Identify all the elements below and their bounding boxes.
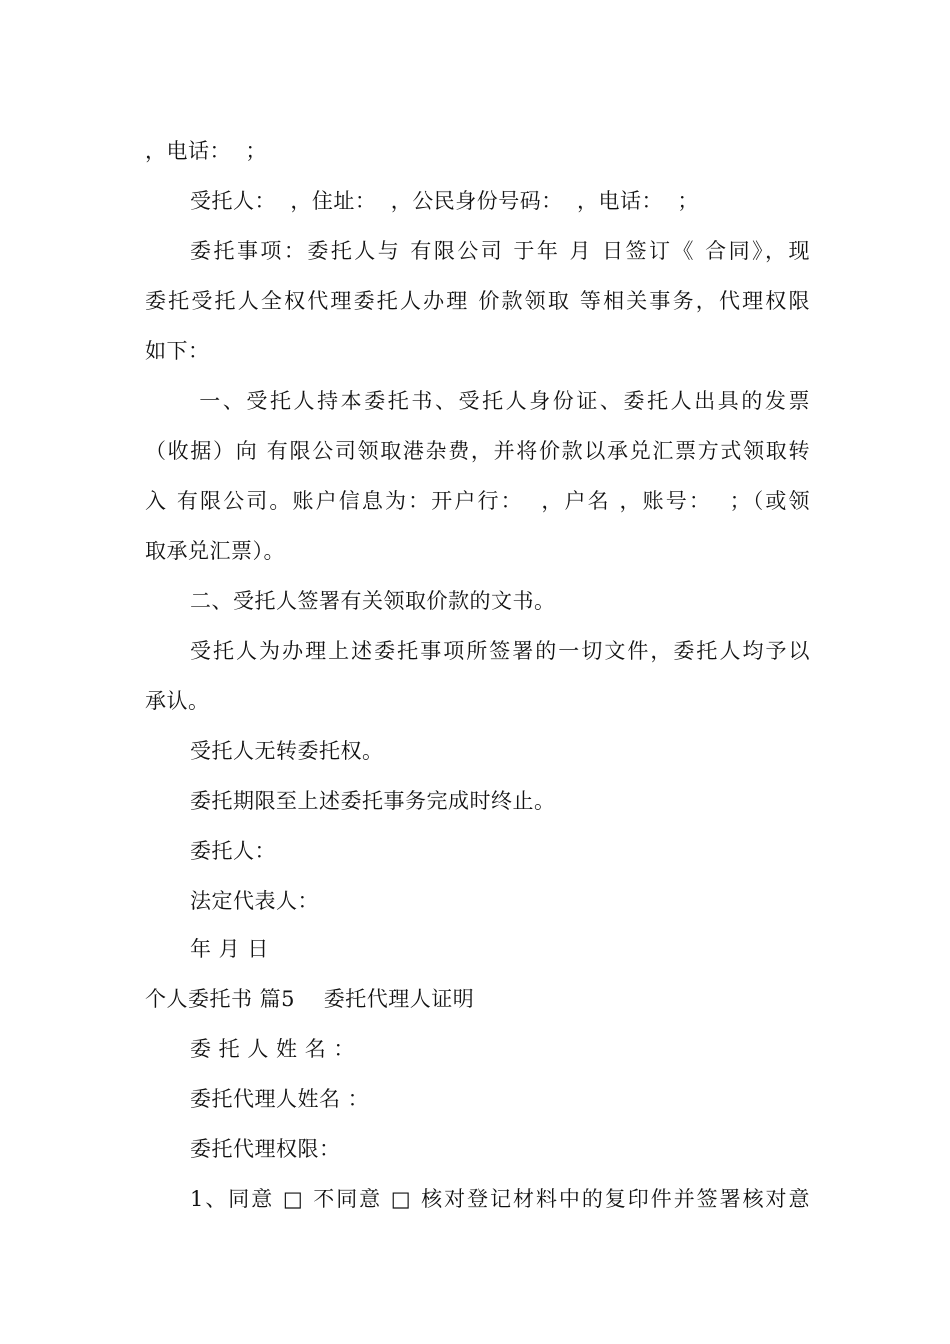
- text-line-acknowledge-cont: 承认。: [145, 689, 210, 713]
- section-heading: 个人委托书 篇5 委托代理人证明: [145, 987, 475, 1011]
- text-line-authority-item-one: 1、同意 □ 不同意 □ 核对登记材料中的复印件并签署核对意: [190, 1187, 810, 1211]
- text-line-legal-rep: 法定代表人：: [190, 889, 319, 913]
- text-line-matters-cont: 委托受托人全权代理委托人办理 价款领取 等相关事务，代理权限: [145, 289, 810, 313]
- text-line-item-one: 一、受托人持本委托书、受托人身份证、委托人出具的发票: [190, 389, 810, 413]
- text-line-item-one-cont2: 入 有限公司。账户信息为：开户行： ，户名 ，账号： ；（或领: [145, 489, 810, 513]
- text-line-principal-name: 委 托 人 姓 名 ：: [190, 1037, 355, 1061]
- text-line-matters: 委托事项：委托人与 有限公司 于年 月 日签订《 合同》，现: [190, 239, 810, 263]
- text-line-item-two: 二、受托人签署有关领取价款的文书。: [190, 589, 556, 613]
- text-line-date: 年 月 日: [190, 937, 269, 961]
- text-line-as-follows: 如下：: [145, 339, 210, 363]
- text-line-phone: ，电话： ；: [145, 139, 267, 163]
- text-line-trustee: 受托人： ，住址： ，公民身份号码： ，电话： ；: [190, 189, 699, 213]
- text-line-item-one-cont1: （收据）向 有限公司领取港杂费，并将价款以承兑汇票方式领取转: [145, 439, 810, 463]
- text-line-no-subdelegation: 受托人无转委托权。: [190, 739, 384, 763]
- text-line-agent-authority: 委托代理权限：: [190, 1137, 341, 1161]
- text-line-term: 委托期限至上述委托事务完成时终止。: [190, 789, 556, 813]
- text-line-principal-sign: 委托人：: [190, 839, 276, 863]
- text-line-agent-name: 委托代理人姓名 ：: [190, 1087, 370, 1111]
- text-line-item-one-cont3: 取承兑汇票）。: [145, 539, 285, 563]
- text-line-acknowledge: 受托人为办理上述委托事项所签署的一切文件，委托人均予以: [190, 639, 810, 663]
